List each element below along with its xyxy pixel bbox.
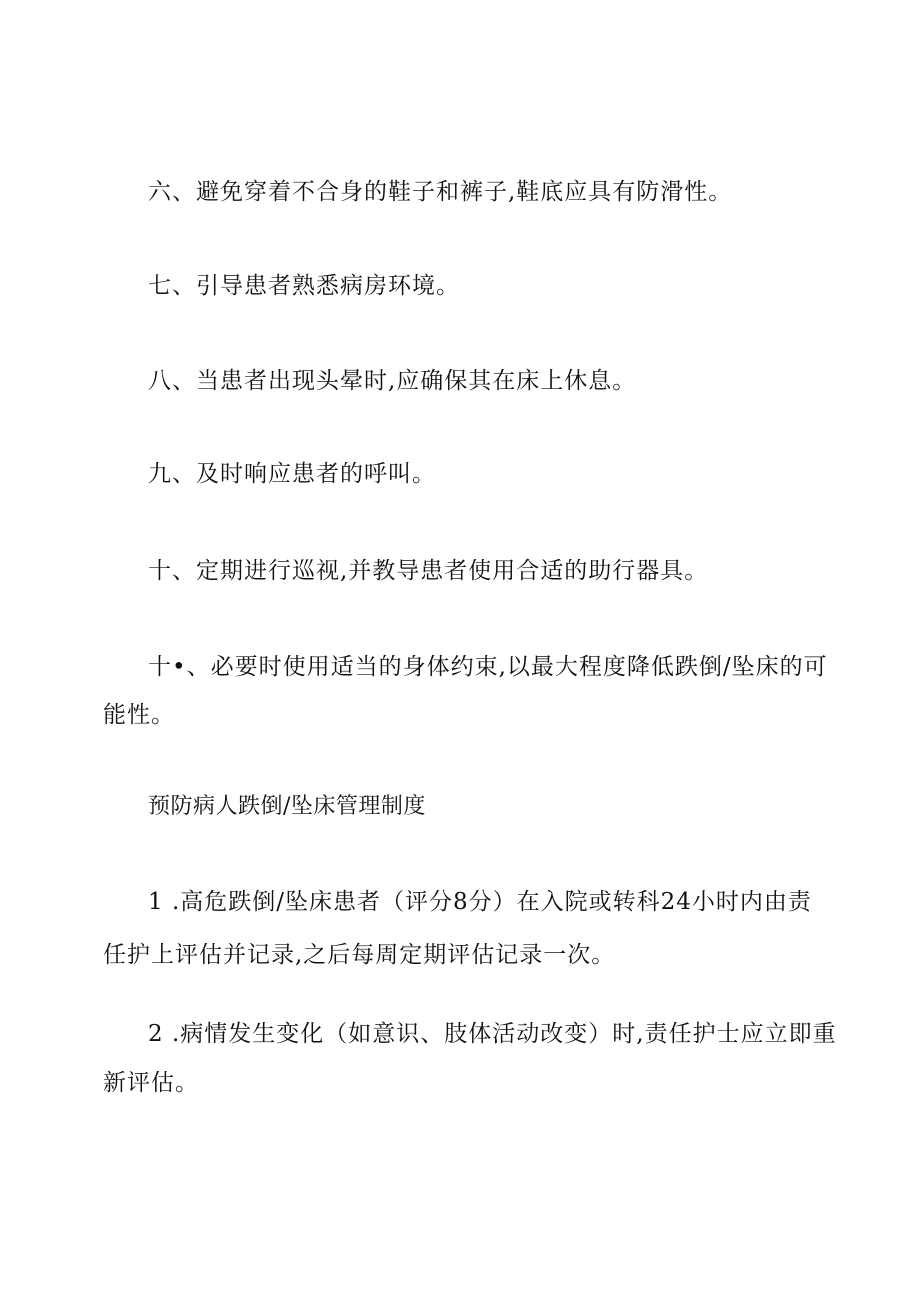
item-eleven-line2: 能性。 [103, 702, 175, 728]
item-seven: 七、引导患者熟悉病房环境。 [148, 273, 460, 299]
rule-one-line2: 任护上评估并记录,之后每周定期评估记录一次。 [103, 942, 616, 968]
rule-two-line2: 新评估。 [103, 1070, 199, 1096]
section-title: 预防病人跌倒/坠床管理制度 [148, 794, 426, 819]
item-ten: 十、定期进行巡视,并教导患者使用合适的助行器具。 [148, 558, 709, 584]
item-six: 六、避免穿着不合身的鞋子和裤子,鞋底应具有防滑性。 [148, 179, 733, 205]
item-eleven-line1: 十•、必要时使用适当的身体约束,以最大程度降低跌倒/坠床的可 [148, 654, 828, 680]
rule-one-line1: 1 .高危跌倒/坠床患者（评分8分）在入院或转科24小时内由责 [148, 889, 812, 915]
rule-two-line1: 2 .病情发生变化（如意识、肢体活动改变）时,责任护士应立即重 [148, 1021, 837, 1047]
item-nine: 九、及时响应患者的呼叫。 [148, 461, 436, 487]
item-eight: 八、当患者出现头晕时,应确保其在床上休息。 [148, 368, 637, 394]
